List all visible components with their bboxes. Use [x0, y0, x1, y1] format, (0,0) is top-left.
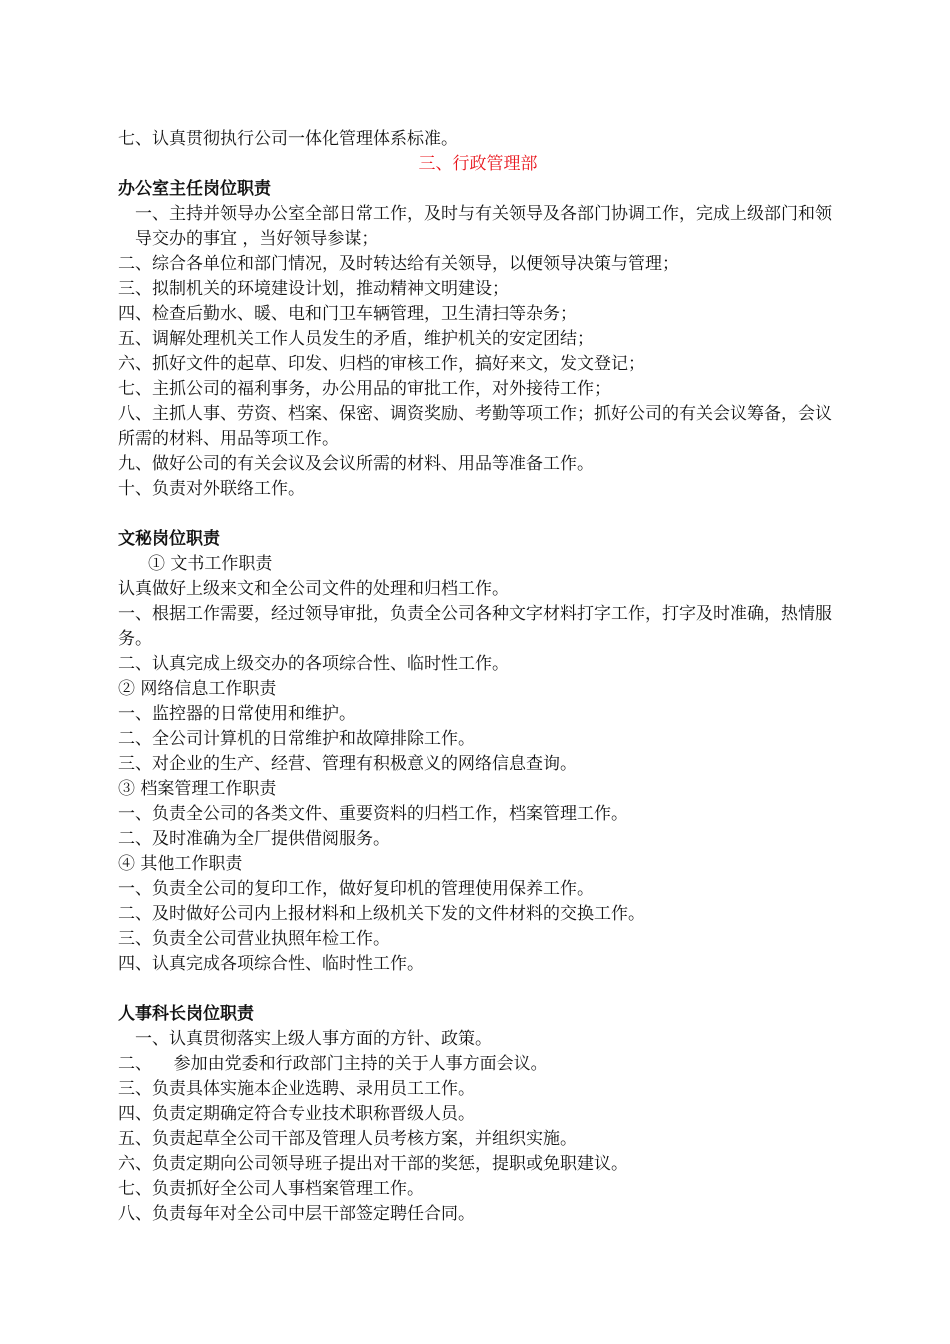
- network-work-title: ② 网络信息工作职责: [118, 679, 277, 699]
- office-director-item-5: 五、调解处理机关工作人员发生的矛盾，维护机关的安定团结；: [118, 329, 594, 349]
- office-director-item-8: 八、主抓人事、劳资、档案、保密、调资奖励、考勤等项工作；抓好公司的有关会议筹备，会议所需的材料、用品等项工作。: [118, 404, 832, 449]
- spacer: [118, 502, 838, 527]
- document-page: [118, 127, 838, 1227]
- doc-work-item-2: 一、根据工作需要，经过领导审批，负责全公司各种文字材料打字工作，打字及时准确，热情服务。: [118, 604, 832, 649]
- network-work-item-1: 一、监控器的日常使用和维护。: [118, 704, 356, 724]
- archive-work-title: ③ 档案管理工作职责: [118, 779, 277, 799]
- other-work-item-4: 四、认真完成各项综合性、临时性工作。: [118, 954, 424, 974]
- archive-work-item-1: 一、负责全公司的各类文件、重要资料的归档工作，档案管理工作。: [118, 804, 628, 824]
- hr-chief-item-5: 五、负责起草全公司干部及管理人员考核方案，并组织实施。: [118, 1129, 577, 1149]
- secretary-heading: 文秘岗位职责: [118, 529, 220, 549]
- spacer: [118, 977, 838, 1002]
- intro-line: 七、认真贯彻执行公司一体化管理体系标准。: [118, 129, 458, 149]
- doc-work-item-1: 认真做好上级来文和全公司文件的处理和归档工作。: [118, 579, 509, 599]
- office-director-item-4: 四、检查后勤水、暖、电和门卫车辆管理，卫生清扫等杂务；: [118, 304, 577, 324]
- archive-work-item-2: 二、及时准确为全厂提供借阅服务。: [118, 829, 390, 849]
- office-director-item-9: 九、做好公司的有关会议及会议所需的材料、用品等准备工作。: [118, 454, 594, 474]
- other-work-title: ④ 其他工作职责: [118, 854, 243, 874]
- doc-work-item-3: 二、认真完成上级交办的各项综合性、临时性工作。: [118, 654, 509, 674]
- hr-chief-item-4: 四、负责定期确定符合专业技术职称晋级人员。: [118, 1104, 475, 1124]
- hr-chief-item-3: 三、负责具体实施本企业选聘、录用员工工作。: [118, 1079, 475, 1099]
- office-director-item-1: 一、主持并领导办公室全部日常工作，及时与有关领导及各部门协调工作，完成上级部门和领导交办的事宜 ，当好领导参谋；: [135, 204, 832, 249]
- hr-chief-heading: 人事科长岗位职责: [118, 1004, 254, 1024]
- network-work-item-3: 三、对企业的生产、经营、管理有积极意义的网络信息查询。: [118, 754, 577, 774]
- hr-chief-item-2: 二、 参加由党委和行政部门主持的关于人事方面会议。: [118, 1054, 548, 1074]
- office-director-item-7: 七、主抓公司的福利事务，办公用品的审批工作，对外接待工作；: [118, 379, 611, 399]
- office-director-item-2: 二、综合各单位和部门情况，及时转达给有关领导，以便领导决策与管理；: [118, 254, 679, 274]
- doc-work-title: ① 文书工作职责: [148, 554, 273, 574]
- office-director-item-6: 六、抓好文件的起草、印发、归档的审核工作，搞好来文，发文登记；: [118, 354, 645, 374]
- hr-chief-item-1: 一、认真贯彻落实上级人事方面的方针、政策。: [135, 1029, 492, 1049]
- office-director-item-10: 十、负责对外联络工作。: [118, 479, 305, 499]
- hr-chief-item-6: 六、负责定期向公司领导班子提出对干部的奖惩，提职或免职建议。: [118, 1154, 628, 1174]
- hr-chief-item-8: 八、负责每年对全公司中层干部签定聘任合同。: [118, 1204, 475, 1224]
- other-work-item-1: 一、负责全公司的复印工作，做好复印机的管理使用保养工作。: [118, 879, 594, 899]
- section-title: 三、行政管理部: [418, 154, 538, 174]
- other-work-item-2: 二、及时做好公司内上报材料和上级机关下发的文件材料的交换工作。: [118, 904, 645, 924]
- hr-chief-item-7: 七、负责抓好全公司人事档案管理工作。: [118, 1179, 424, 1199]
- office-director-heading: 办公室主任岗位职责: [118, 179, 271, 199]
- network-work-item-2: 二、全公司计算机的日常维护和故障排除工作。: [118, 729, 475, 749]
- other-work-item-3: 三、负责全公司营业执照年检工作。: [118, 929, 390, 949]
- office-director-item-3: 三、拟制机关的环境建设计划，推动精神文明建设；: [118, 279, 509, 299]
